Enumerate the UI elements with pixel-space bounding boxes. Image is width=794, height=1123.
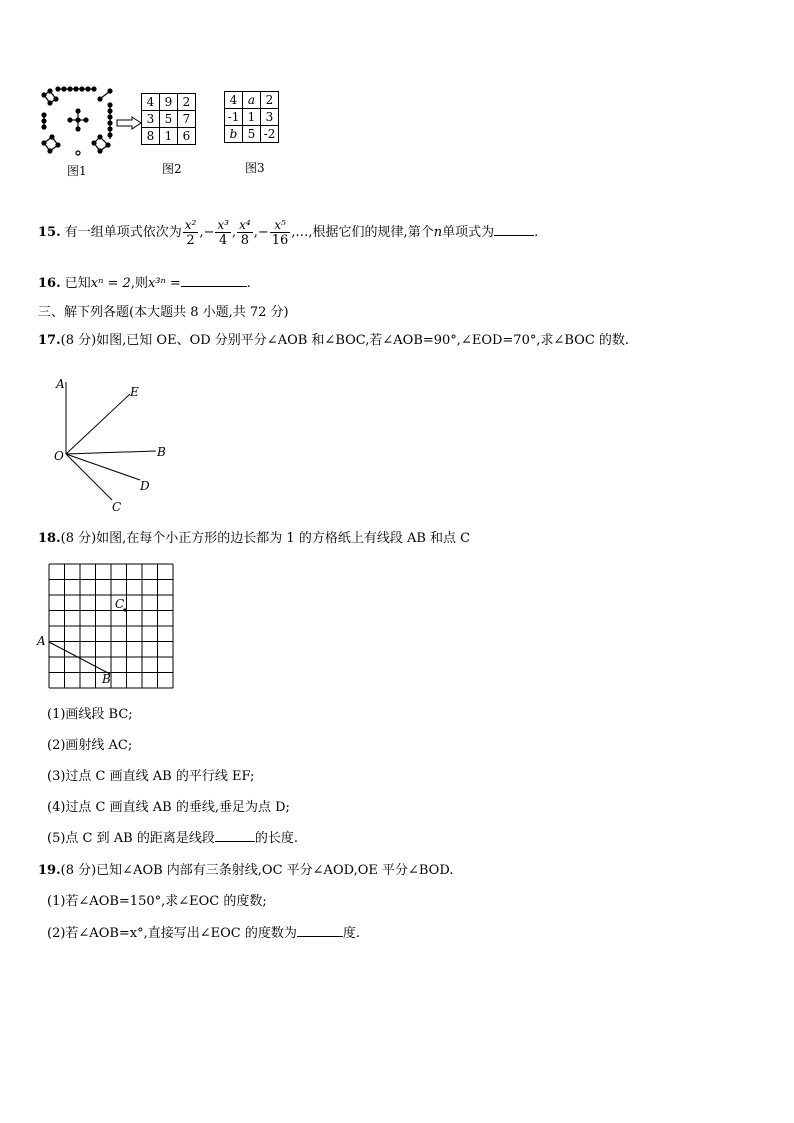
cell: 6: [178, 128, 196, 145]
label-D: D: [140, 479, 150, 493]
label-A: A: [37, 634, 46, 648]
answer-blank[interactable]: [494, 223, 534, 236]
cell: 5: [160, 111, 178, 128]
q19-item-1: (1)若∠AOB=150°,求∠EOC 的度数;: [47, 894, 267, 909]
q17-text: (8 分)如图,已知 OE、OD 分别平分∠AOB 和∠BOC,若∠AOB=90°,∠EOD=70°,求∠BOC 的数.: [60, 333, 630, 348]
figure-3-table: [224, 91, 279, 143]
q15-term-3: $\frac{\text{x⁴}}{8}$: [239, 217, 251, 248]
question-16: 16. 已知xⁿ = 2,则x³ⁿ = .: [38, 276, 251, 291]
section-3-heading: 三、解下列各题(本大题共 8 小题,共 72 分): [38, 305, 289, 320]
cell: -1: [225, 109, 243, 126]
cell: 2: [261, 92, 279, 109]
cell: 4: [225, 92, 243, 109]
q18-item-1: (1)画线段 BC;: [47, 707, 133, 722]
question-number: 17.: [38, 333, 61, 348]
cell: 4: [142, 94, 160, 111]
fig3-caption: 图3: [245, 161, 265, 175]
question-number: 15.: [38, 225, 61, 240]
arrow-right-icon: [116, 116, 142, 130]
cell: -2: [261, 126, 279, 143]
cell: a: [243, 92, 261, 109]
question-number: 18.: [38, 531, 61, 546]
label-A: A: [56, 377, 65, 391]
question-15: 15. 有一组单项式依次为 $\frac{\text{x²}}{2}$ ,− $\frac{\text{x³}}{4}$ , $\frac{\text{x⁴}}{8}$ ,− $\frac{\text{x⁵}}{16}$ ,…,根据它们的规律,第个n单项式为 .: [38, 217, 539, 248]
figure-17-angles: [50, 372, 180, 517]
question-17: [38, 331, 629, 351]
fig1-caption: 图1: [67, 164, 87, 178]
cell: 7: [178, 111, 196, 128]
cell: 5: [243, 126, 261, 143]
answer-blank[interactable]: [297, 924, 343, 937]
q18-item-3: (3)过点 C 画直线 AB 的平行线 EF;: [47, 769, 255, 784]
question-number: 19.: [38, 863, 61, 878]
q18-text: (8 分)如图,在每个小正方形的边长都为 1 的方格纸上有线段 AB 和点 C: [60, 531, 471, 546]
q18-item-5: (5)点 C 到 AB 的距离是线段 的长度.: [47, 831, 298, 846]
cell: 9: [160, 94, 178, 111]
cell: 3: [261, 109, 279, 126]
q16-expr-2: x³ⁿ =: [147, 276, 181, 291]
cell: 3: [142, 111, 160, 128]
q18-item-4: (4)过点 C 画直线 AB 的垂线,垂足为点 D;: [47, 800, 290, 815]
cell: b: [225, 126, 243, 143]
answer-blank[interactable]: [181, 274, 247, 287]
cell: 2: [178, 94, 196, 111]
figure-18-grid: [34, 560, 179, 690]
q15-term-1: $\frac{\text{x²}}{2}$: [184, 217, 197, 248]
q18-item-2: (2)画射线 AC;: [47, 738, 133, 753]
label-C: C: [115, 597, 125, 611]
q19-text: (8 分)已知∠AOB 内部有三条射线,OC 平分∠AOD,OE 平分∠BOD.: [60, 863, 454, 878]
q16-expr-1: xⁿ = 2: [90, 276, 131, 291]
label-B: B: [102, 672, 111, 686]
n-variable: n: [433, 225, 443, 240]
cell: 1: [243, 109, 261, 126]
q19-item-2: (2)若∠AOB=x°,直接写出∠EOC 的度数为 度.: [47, 926, 361, 941]
label-O: O: [54, 449, 64, 463]
q15-text-mid: ,…,根据它们的规律,第个: [291, 225, 434, 240]
cell: 8: [142, 128, 160, 145]
q15-text-post: 单项式为: [442, 225, 495, 240]
label-E: E: [130, 385, 139, 399]
q15-term-2: $\frac{\text{x³}}{4}$: [217, 217, 229, 248]
question-18: [38, 529, 470, 549]
question-number: 16.: [38, 276, 61, 291]
answer-blank[interactable]: [215, 829, 255, 842]
question-19: [38, 861, 453, 881]
cell: 1: [160, 128, 178, 145]
fig2-caption: 图2: [162, 162, 182, 176]
label-C: C: [112, 500, 122, 514]
figure-1-drawing: [38, 85, 118, 160]
q15-term-4: $\frac{\text{x⁵}}{16}$: [271, 217, 289, 248]
q15-text-pre: 有一组单项式依次为: [64, 225, 182, 240]
figure-2-table: [141, 93, 196, 145]
label-B: B: [157, 445, 166, 459]
